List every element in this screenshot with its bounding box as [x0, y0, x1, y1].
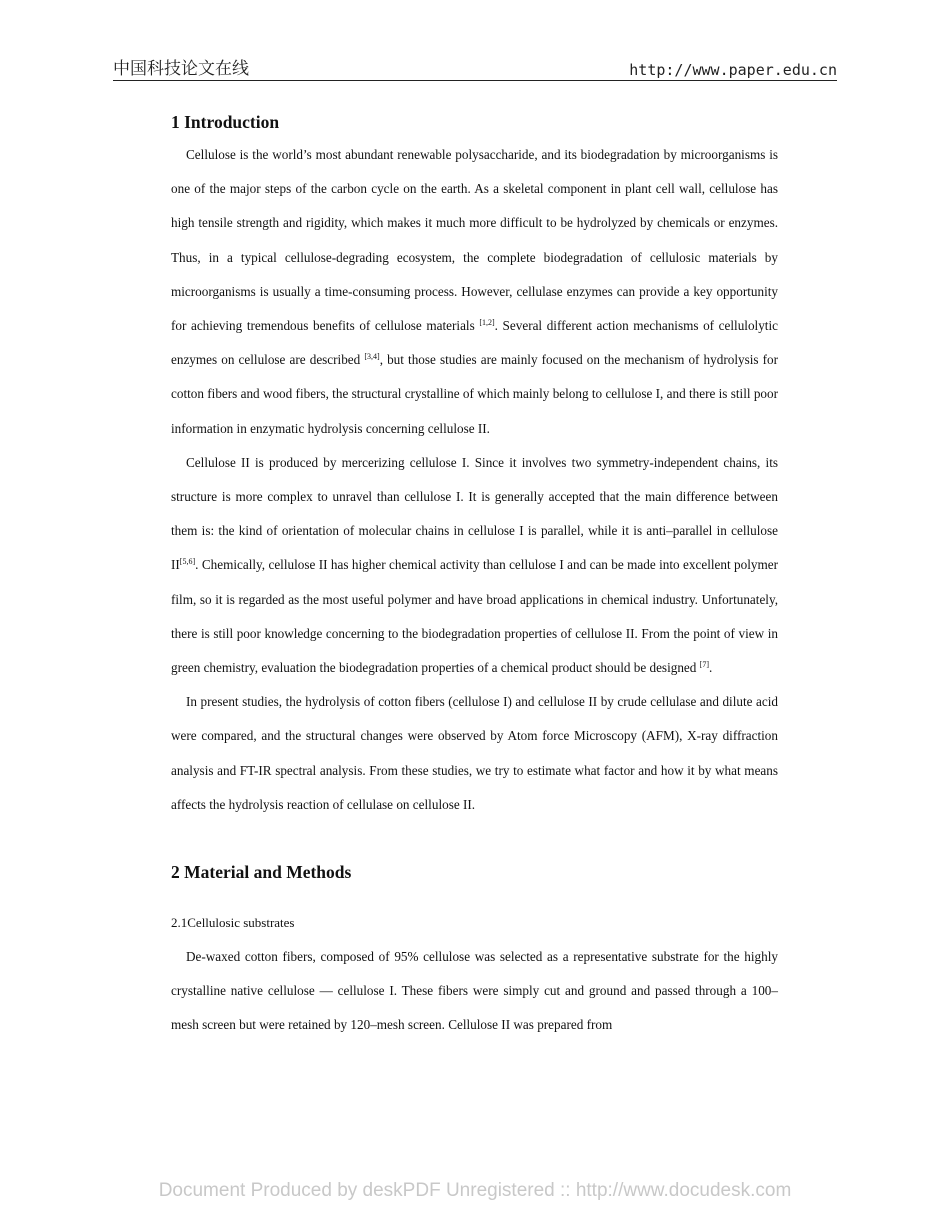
intro-paragraph-2 — [171, 446, 778, 685]
page-header — [113, 56, 837, 81]
intro-p1-text-b: . Several different action mechanisms of cellulolytic enzymes on cellulose are described — [171, 318, 778, 368]
citation-3-4: [3,4] — [364, 352, 380, 362]
intro-p1-text-a: Cellulose is the world’s most abundant renewable polysaccharide, and its biodegradation by microorganisms is one of the major steps of the carbon cycle on the earth. As a skeletal component in plant cell wall, cellulose has high tensile strength and rigidity, which makes it much more difficult to be hydrolyzed by chemicals or enzymes. Thus, in a typical cellulose-degrading ecosystem, the complete biodegradation of cellulosic materials by microorganisms is usually a time-consuming process. However, cellulase enzymes can provide a key opportunity for achieving tremendous benefits of cellulose materials — [171, 147, 778, 334]
intro-paragraph-1 — [171, 138, 778, 446]
header-journal-name: 中国科技论文在线 — [113, 59, 249, 79]
citation-5-6: [5,6] — [179, 557, 196, 567]
citation-1-2: [1,2] — [479, 318, 495, 328]
section-heading-introduction: 1 Introduction — [171, 112, 280, 132]
intro-p1-text-c: , but those studies are mainly focused on the mechanism of hydrolysis for cotton fibers and wood fibers, the structural crystalline of which mainly belong to cellulose I, and there is still poor information in enzymatic hydrolysis concerning cellulose II. — [171, 352, 778, 436]
section-heading-methods: 2 Material and Methods — [171, 862, 352, 883]
subsection-spacer — [171, 888, 778, 906]
methods-paragraph-1: De-waxed cotton fibers, composed of 95% cellulose was selected as a representative substrate for the highly crystalline native cellulose — cellulose I. These fibers were simply cut and ground and passed through a 100–mesh screen but were retained by 120–mesh screen. Cellulose II was prepared from — [171, 949, 778, 1033]
header-url[interactable]: http://www.paper.edu.cn — [629, 61, 837, 79]
paper-body — [171, 106, 778, 1043]
intro-paragraph-3: In present studies, the hydrolysis of cotton fibers (cellulose I) and cellulose II by crude cellulase and dilute acid were compared, and the structural changes were observed by Atom force Microscopy (AFM), X-ray diffraction analysis and FT-IR spectral analysis. From these studies, we try to estimate what factor and how it by what means affects the hydrolysis reaction of cellulase on cellulose II. — [171, 694, 778, 812]
intro-p2-text-a: Cellulose II is produced by mercerizing cellulose I. Since it involves two symmetry-independent chains, its structure is more complex to unravel than cellulose I. It is generally accepted that the main difference between them is: the kind of orientation of molecular chains in cellulose I is parallel, while it is anti–parallel in cellulose II — [171, 454, 778, 573]
citation-7: [7] — [699, 660, 709, 670]
intro-p2-text-b: . Chemically, cellulose II has higher chemical activity than cellulose I and can be made into excellent polymer film, so it is regarded as the most useful polymer and have broad applications in chemical industry. Unfortunately, there is still poor knowledge concerning to the biodegradation properties of cellulose II. From the point of view in green chemistry, evaluation the biodegradation properties of a chemical product should be designed — [171, 557, 778, 676]
section-spacer — [171, 822, 778, 856]
watermark-footer: Document Produced by deskPDF Unregistered :: http://www.docudesk.com — [158, 1180, 792, 1201]
subsection-heading-substrates: 2.1Cellulosic substrates — [171, 915, 295, 931]
intro-p2-text-c: . — [709, 660, 713, 676]
